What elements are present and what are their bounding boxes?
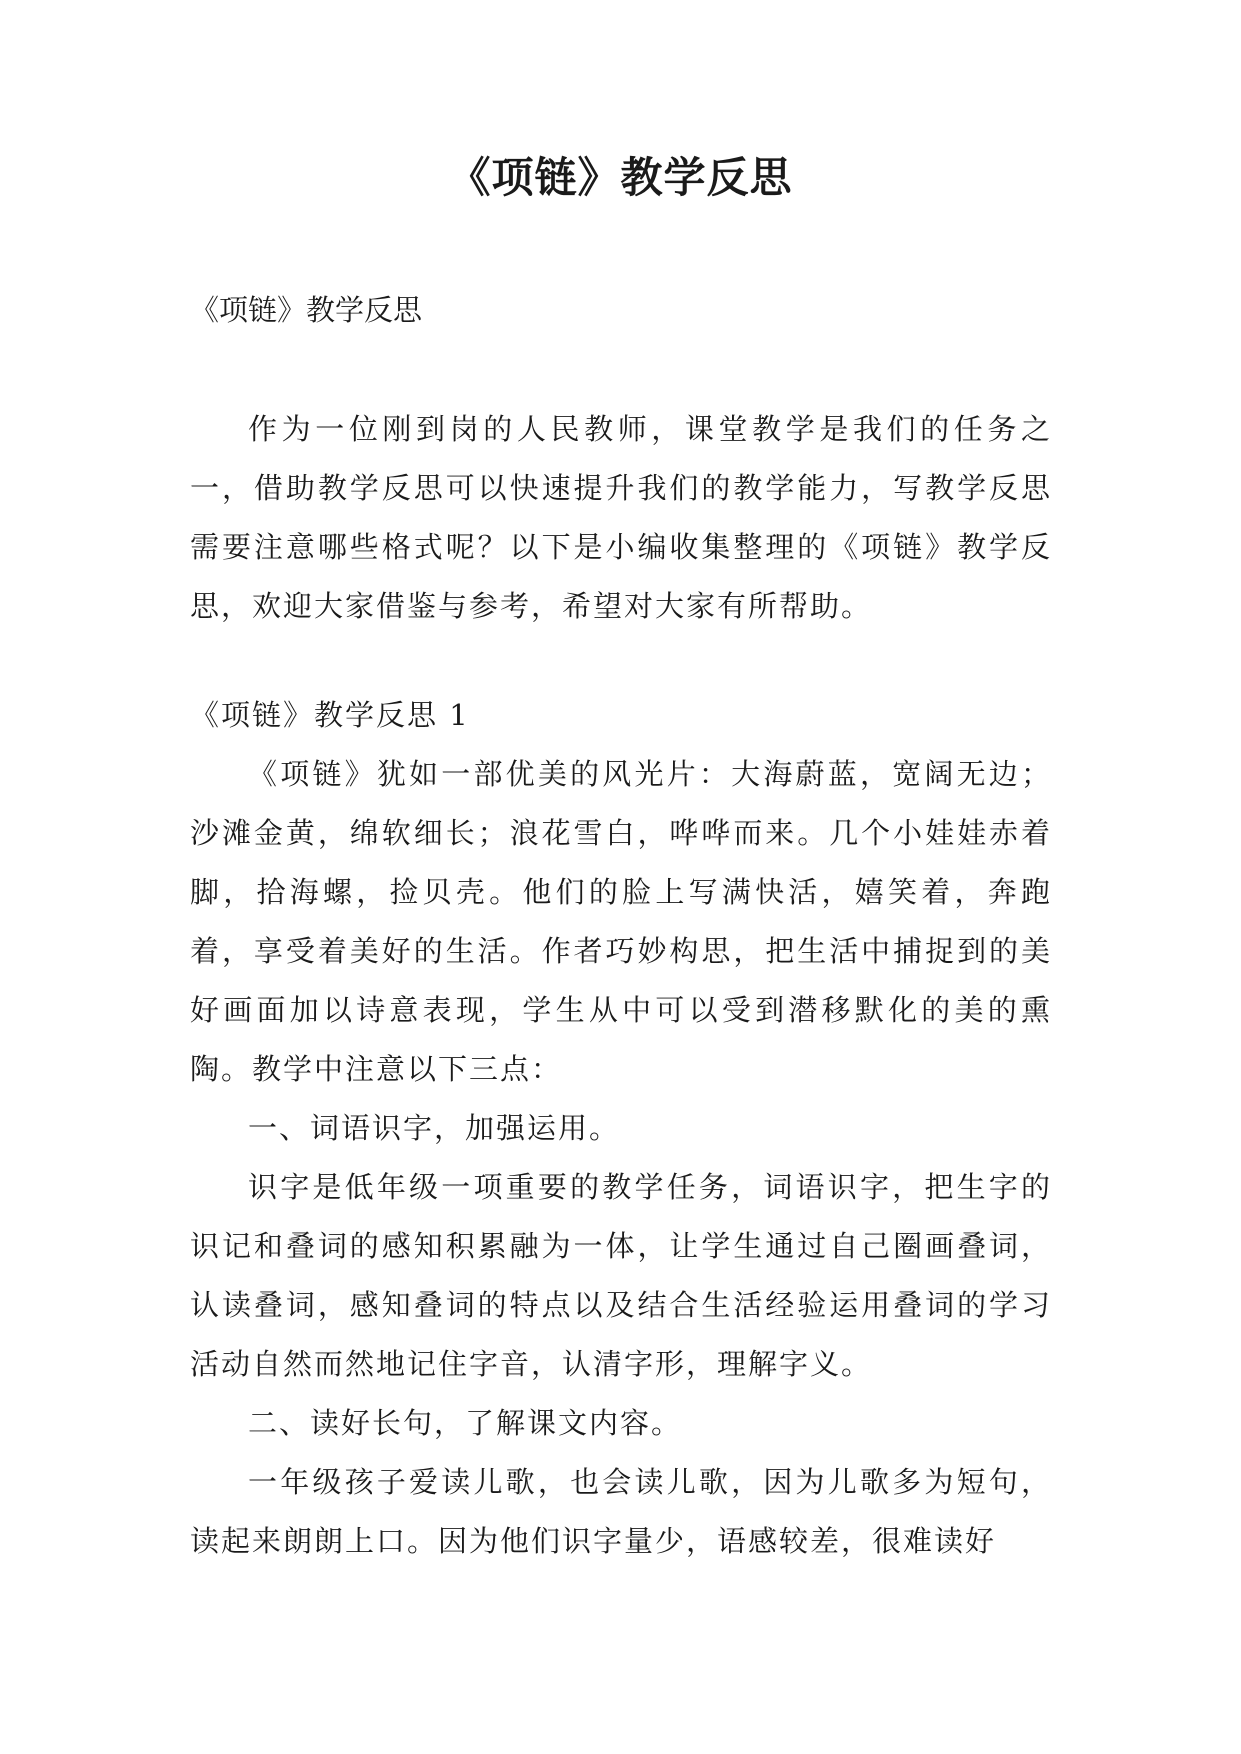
- section-point-1: 一、词语识字，加强运用。: [248, 1111, 621, 1145]
- intro-section: [190, 400, 1052, 636]
- document-subtitle: 《项链》教学反思: [190, 293, 423, 327]
- intro-paragraph: 作为一位刚到岗的人民教师，课堂教学是我们的任务之一，借助教学反思可以快速提升我们的教学能力，写教学反思需要注意哪些格式呢？以下是小编收集整理的《项链》教学反思，欢迎大家借鉴与参考，希望对大家有所帮助。: [190, 412, 1052, 623]
- section-paragraph-3: 一年级孩子爱读儿歌，也会读儿歌，因为儿歌多为短句，读起来朗朗上口。因为他们识字量少，语感较差，很难读好: [190, 1465, 1052, 1558]
- document-title: 《项链》教学反思: [448, 153, 793, 202]
- section-heading: 《项链》教学反思 1: [190, 698, 470, 732]
- section-paragraph-1: 《项链》犹如一部优美的风光片：大海蔚蓝，宽阔无边；沙滩金黄，绵软细长；浪花雪白，哗哗而来。几个小娃娃赤着脚，拾海螺，捡贝壳。他们的脸上写满快活，嬉笑着，奔跑着，享受着美好的生活。作者巧妙构思，把生活中捕捉到的美好画面加以诗意表现，学生从中可以受到潜移默化的美的熏陶。教学中注意以下三点：: [190, 757, 1052, 1086]
- section-paragraph-2: 识字是低年级一项重要的教学任务，词语识字，把生字的识记和叠词的感知积累融为一体，让学生通过自己圈画叠词，认读叠词，感知叠词的特点以及结合生活经验运用叠词的学习活动自然而然地记住字音，认清字形，理解字义。: [190, 1170, 1052, 1381]
- section-point-2: 二、读好长句，了解课文内容。: [248, 1406, 683, 1440]
- section-1: [190, 686, 1052, 1571]
